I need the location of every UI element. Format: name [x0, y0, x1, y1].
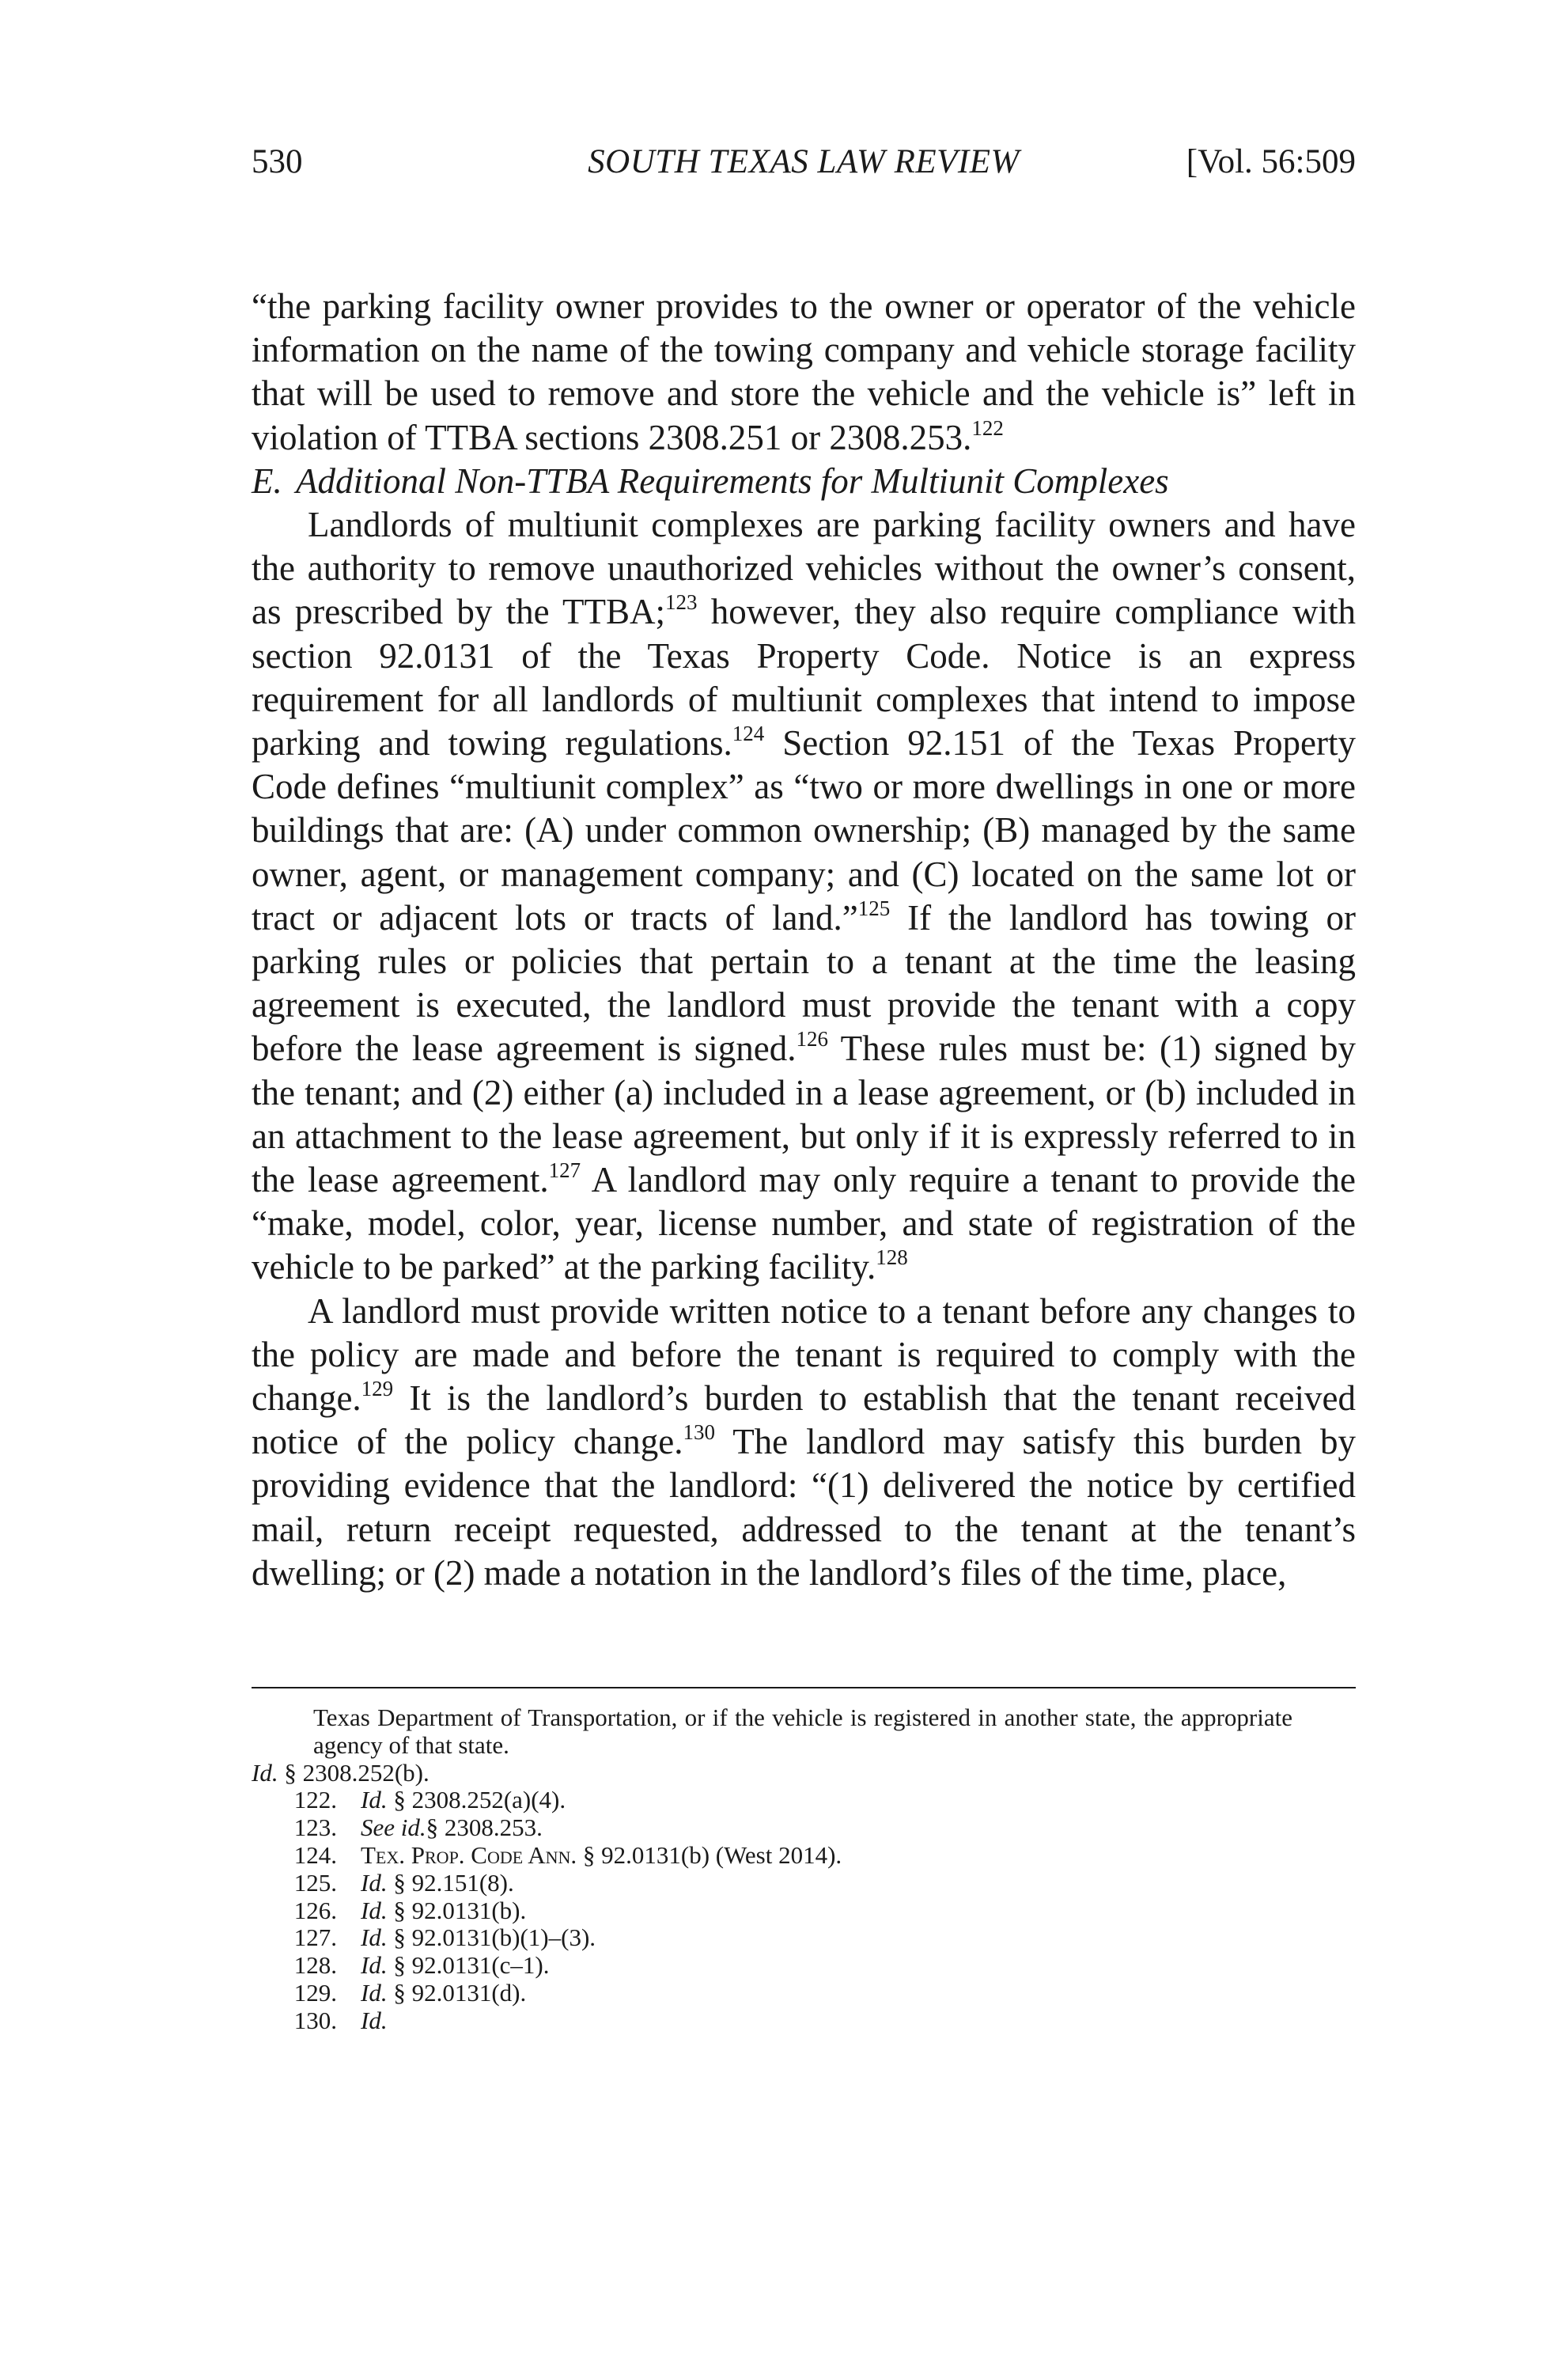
paragraph: A landlord must provide written notice to a tenant before any changes to the policy are made and before the tenant is required to comply with the change.$^{129}$ It is the landlord’s burden to establish that the tenant received notice of the policy change.$^{130}$ The landlord may satisfy this burden by providing evidence that the landlord: “(1) delivered the notice by certified mail, return receipt requested, addressed to the tenant at the tenant’s dwelling; or (2) made a notation in the landlord’s files of the time, place,: [252, 1290, 1356, 1593]
section-letter: E.: [252, 460, 282, 501]
paragraph: “the parking facility owner provides to the owner or operator of the vehicle information on the name of the towing company and vehicle storage facility that will be used to remove and store the vehicle and the vehicle is” left in violation of TTBA sections 2308.251 or 2308.253.$^{122}$: [252, 286, 1356, 457]
footnote-continuation-cite: Id. § 2308.252(b).: [252, 1758, 430, 1787]
footnote-number: 128.: [293, 1951, 337, 1980]
page-number: 530: [252, 143, 303, 180]
footnote-ref[interactable]: 126: [796, 1027, 828, 1052]
footnote-number: 122.: [293, 1786, 337, 1814]
footnote-ref[interactable]: 129: [361, 1377, 394, 1401]
footnote-item: 125. Id. § 92.151(8).: [252, 1870, 1356, 1897]
footnote-ref[interactable]: 122: [971, 415, 1004, 440]
footnote-ref[interactable]: 130: [683, 1420, 716, 1445]
section-title: Additional Non-TTBA Requirements for Multiunit Complexes: [296, 460, 1169, 501]
footnote-item: 126. Id. § 92.0131(b).: [252, 1897, 1356, 1925]
journal-title: SOUTH TEXAS LAW REVIEW: [588, 143, 1020, 180]
footnote-item: 128. Id. § 92.0131(c–1).: [252, 1952, 1356, 1980]
footnote-number: 126.: [293, 1896, 337, 1924]
footnote-divider: [252, 1687, 1356, 1688]
footnote-ref[interactable]: 125: [857, 896, 891, 920]
footnote-ref[interactable]: 123: [664, 590, 698, 615]
footnote-item: 123. See id.§ 2308.253.: [252, 1814, 1356, 1842]
footnote-number: 124.: [293, 1840, 337, 1869]
main-text: [252, 285, 1356, 1595]
running-header: [252, 135, 1356, 190]
footnotes: [252, 1704, 1356, 2035]
footnote-number: 123.: [293, 1813, 337, 1842]
footnote-number: 130.: [293, 2006, 337, 2034]
footnote-number: 127.: [293, 1923, 337, 1952]
footnote-item: 122. Id. § 2308.252(a)(4).: [252, 1787, 1356, 1814]
volume-citation: [Vol. 56:509: [1186, 143, 1356, 180]
footnote-number: 125.: [293, 1868, 337, 1897]
footnote-item: 129. Id. § 92.0131(d).: [252, 1980, 1356, 2007]
footnote-item: 124. Tex. Prop. Code Ann. § 92.0131(b) (West 2014).: [252, 1842, 1356, 1870]
footnote-number: 129.: [293, 1978, 337, 2007]
footnote-item: 130. Id.: [252, 2007, 1356, 2035]
footnote-ref[interactable]: 124: [732, 722, 765, 746]
footnote-item: 127. Id. § 92.0131(b)(1)–(3).: [252, 1924, 1356, 1952]
footnote-ref[interactable]: 127: [548, 1158, 581, 1183]
footnote-ref[interactable]: 128: [876, 1245, 908, 1270]
paragraph: Landlords of multiunit complexes are parking facility owners and have the authority to remove unauthorized vehicles without the owner’s consent, as prescribed by the TTBA;$^{123}$ however, they also require compliance with section 92.0131 of the Texas Property Code. Notice is an express requirement for all landlords of multiunit complexes that intend to impose parking and towing regulations.$^{124}$ Section 92.151 of the Texas Property Code defines “multiunit complex” as “two or more dwellings in one or more buildings that are: (A) under common ownership; (B) managed by the same owner, agent, or management company; and (C) located on the same lot or tract or adjacent lots or tracts of land.”$^{125}$ If the landlord has towing or parking rules or policies that pertain to a tenant at the time the leasing agreement is executed, the landlord must provide the tenant with a copy before the lease agreement is signed.$^{126}$ These rules must be: (1) signed by the tenant; and (2) either (a) included in a lease agreement, or (b) included in an attachment to the lease agreement, but only if it is expressly referred to in the lease agreement.$^{127}$ A landlord may only require a tenant to provide the “make, model, color, year, license number, and state of registration of the vehicle to be parked” at the parking facility.$^{128}$: [252, 505, 1357, 1287]
section-heading: [252, 460, 1356, 503]
footnote-continuation: Texas Department of Transportation, or if the vehicle is registered in another state, the appropriate agency of that state.: [313, 1704, 1292, 1759]
